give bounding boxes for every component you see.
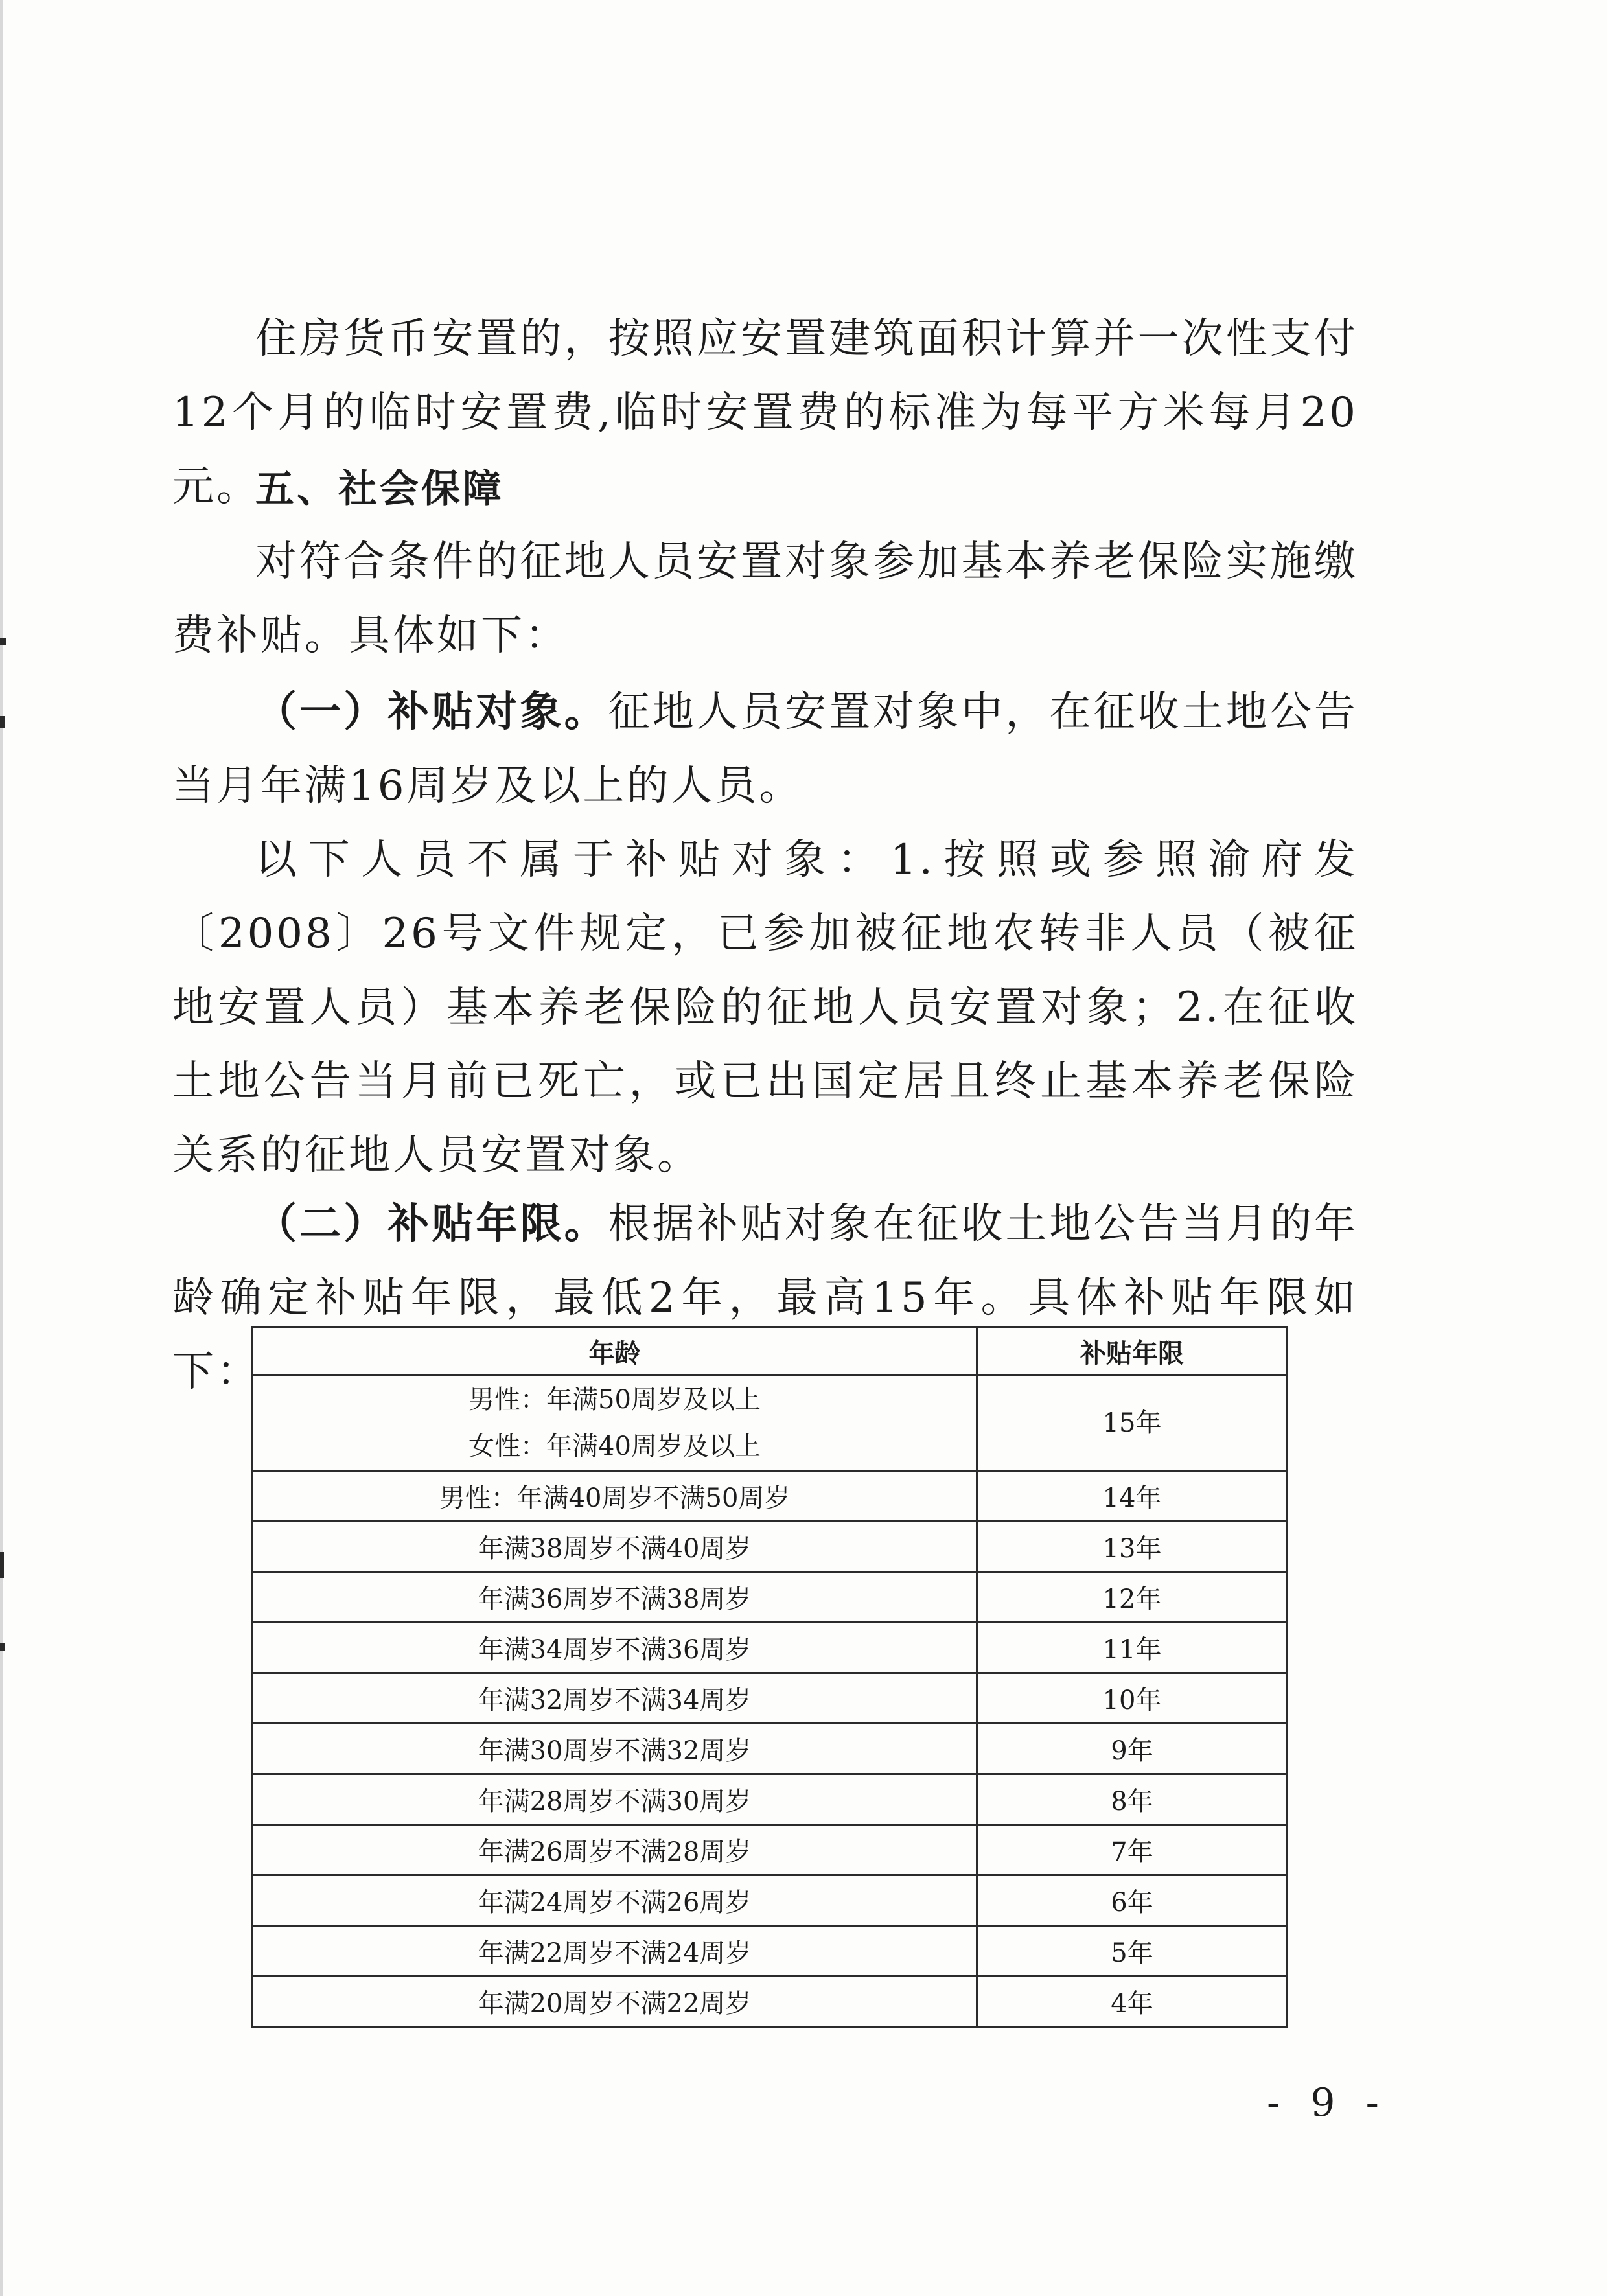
table-row <box>253 1572 1288 1623</box>
years-cell: 11年 <box>977 1623 1288 1673</box>
years-cell: 13年 <box>977 1522 1288 1572</box>
years-cell: 4年 <box>977 1977 1288 2027</box>
scan-edge-mark <box>0 638 6 645</box>
years-cell: 8年 <box>977 1774 1288 1825</box>
page-number: - 9 - <box>1267 2080 1388 2126</box>
years-cell: 12年 <box>977 1572 1288 1623</box>
age-cell: 年满30周岁不满32周岁 <box>253 1724 977 1774</box>
years-cell: 15年 <box>977 1376 1288 1471</box>
subsidy-objects-text: 征地人员安置对象中，在征收土地公告当月年满16周岁及以上的人员。 <box>172 688 1359 810</box>
table-row <box>253 1774 1288 1825</box>
table-row <box>253 1977 1288 2027</box>
section-heading-social-security: 五、社会保障 <box>255 467 504 512</box>
years-cell: 9年 <box>977 1724 1288 1774</box>
table-row <box>253 1673 1288 1724</box>
subsidy-years-table <box>251 1326 1288 2028</box>
age-line-male: 男性：年满50周岁及以上 <box>468 1385 761 1415</box>
years-cell: 5年 <box>977 1926 1288 1977</box>
years-cell: 6年 <box>977 1875 1288 1926</box>
age-cell: 男性：年满40周岁不满50周岁 <box>253 1471 977 1522</box>
header-age: 年龄 <box>253 1327 977 1376</box>
age-cell <box>253 1376 977 1471</box>
age-cell: 年满28周岁不满30周岁 <box>253 1774 977 1825</box>
age-cell: 年满24周岁不满26周岁 <box>253 1875 977 1926</box>
age-cell: 年满34周岁不满36周岁 <box>253 1623 977 1673</box>
paragraph-subsidy-intro: 对符合条件的征地人员安置对象参加基本养老保险实施缴费补贴。具体如下： <box>172 538 1358 660</box>
scan-edge-mark <box>0 716 5 728</box>
years-cell: 7年 <box>977 1825 1288 1875</box>
table-row <box>253 1926 1288 1977</box>
years-cell: 10年 <box>977 1673 1288 1724</box>
paragraph-temporary-resettlement: 住房货币安置的，按照应安置建筑面积计算并一次性支付12个月的临时安置费,临时安置费的标准为每平方米每月20元。 <box>172 315 1358 511</box>
table-row <box>253 1825 1288 1875</box>
years-cell: 14年 <box>977 1471 1288 1522</box>
table-row <box>253 1875 1288 1926</box>
table-row <box>253 1471 1288 1522</box>
subsidy-years-label: （二）补贴年限。 <box>255 1200 608 1248</box>
age-cell: 年满22周岁不满24周岁 <box>253 1926 977 1977</box>
paragraph-excluded-persons: 以下人员不属于补贴对象：1.按照或参照渝府发〔2008〕26号文件规定，已参加被征地农转非人员（被征地安置人员）基本养老保险的征地人员安置对象；2.在征收土地公告当月前已死亡，或已出国定居且终止基本养老保险关系的征地人员安置对象。 <box>172 836 1358 1179</box>
paragraph-subsidy-objects <box>172 675 1358 823</box>
age-cell: 年满36周岁不满38周岁 <box>253 1572 977 1623</box>
subsidy-objects-label: （一）补贴对象。 <box>255 688 608 736</box>
table-row <box>253 1724 1288 1774</box>
table-row <box>253 1522 1288 1572</box>
age-cell: 年满32周岁不满34周岁 <box>253 1673 977 1724</box>
subsidy-years-text: 根据补贴对象在征收土地公告当月的年龄确定补贴年限，最低2年，最高15年。具体补贴年限如下： <box>172 1200 1359 1396</box>
scan-edge-mark <box>0 1552 4 1578</box>
age-line-female: 女性：年满40周岁及以上 <box>468 1432 761 1461</box>
scan-edge-mark <box>0 1643 5 1651</box>
table-header-row <box>253 1327 1288 1376</box>
scan-edge-mark <box>0 0 3 2296</box>
age-cell: 年满20周岁不满22周岁 <box>253 1977 977 2027</box>
table-row <box>253 1623 1288 1673</box>
age-cell: 年满38周岁不满40周岁 <box>253 1522 977 1572</box>
age-cell: 年满26周岁不满28周岁 <box>253 1825 977 1875</box>
header-subsidy-years: 补贴年限 <box>977 1327 1288 1376</box>
table-row <box>253 1376 1288 1471</box>
